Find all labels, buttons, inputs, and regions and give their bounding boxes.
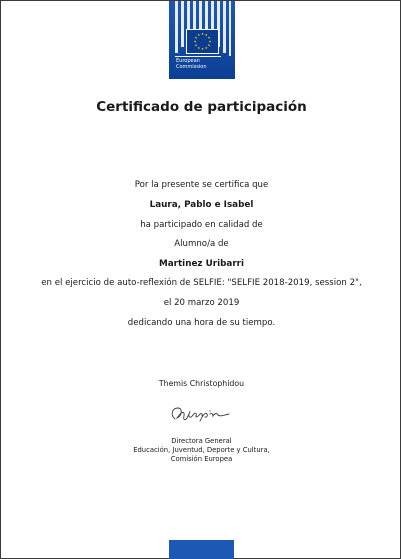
eu-flag-icon bbox=[186, 29, 219, 54]
bottom-brand-tab bbox=[169, 540, 234, 559]
school-name: Martinez Uribarri bbox=[158, 259, 245, 269]
logo-caption-line2: Commission bbox=[176, 64, 207, 70]
logo-caption bbox=[176, 58, 236, 70]
certificate-title: Certificado de participación bbox=[96, 99, 307, 115]
date-text: el 20 marzo 2019 bbox=[163, 298, 240, 308]
handwritten-signature bbox=[167, 400, 235, 426]
signatory-institution: Comisión Europea bbox=[170, 455, 233, 463]
european-commission-logo bbox=[169, 1, 235, 79]
intro-text: Por la presente se certifica que bbox=[134, 180, 269, 190]
exercise-text: en el ejercicio de auto-reflexión de SELFIE: "SELFIE 2018-2019, session 2", bbox=[41, 278, 362, 288]
signatory-name: Themis Christophidou bbox=[158, 379, 245, 388]
logo-divider bbox=[175, 56, 221, 57]
time-spent-text: dedicando una hora de su tiempo. bbox=[127, 318, 276, 328]
logo-caption-line1: European bbox=[176, 58, 200, 64]
participated-text: ha participado en calidad de bbox=[140, 220, 263, 230]
signatory-department: Educación, Juventud, Deporte y Cultura, bbox=[133, 446, 270, 454]
participants-names: Laura, Pablo e Isabel bbox=[149, 200, 254, 210]
role-text: Alumno/a de bbox=[174, 239, 229, 249]
signatory-position: Directora General bbox=[171, 437, 232, 445]
